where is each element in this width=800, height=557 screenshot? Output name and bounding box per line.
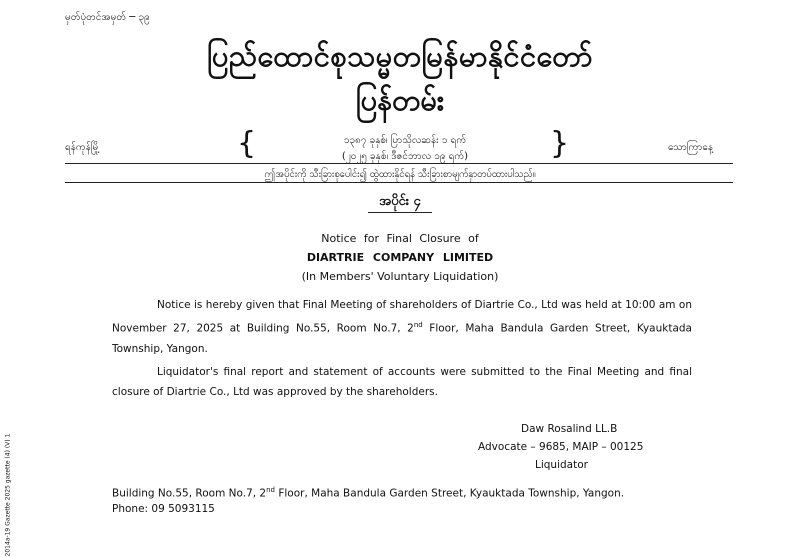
paragraph-1-ordinal: nd bbox=[413, 321, 423, 329]
contact-phone: Phone: 09 5093115 bbox=[112, 503, 215, 515]
gazette-subtitle: ပြန်တမ်း bbox=[355, 83, 445, 117]
company-name: DIARTRIE COMPANY LIMITED bbox=[306, 251, 494, 264]
date-myanmar: ၁၃၈၇ ခုနှစ်၊ ပြာသိုလဆန်း ၁ ရက် bbox=[343, 135, 467, 146]
address-text: Building No.55, Room No.7, 2 bbox=[112, 487, 267, 500]
notice-paragraph-1 bbox=[112, 295, 692, 359]
section-underline bbox=[368, 212, 432, 213]
left-brace: { bbox=[237, 126, 257, 161]
notice-subtitle: (In Members' Voluntary Liquidation) bbox=[301, 270, 499, 283]
notice-heading: Notice for Final Closure of bbox=[321, 232, 479, 245]
signatory-name: Daw Rosalind LL.B bbox=[521, 423, 618, 435]
gazette-title: ပြည်ထောင်စုသမ္မတမြန်မာနိုင်ငံတော် bbox=[207, 39, 593, 73]
address-text-end: Floor, Maha Bandula Garden Street, Kyauktada Township, Yangon. bbox=[275, 487, 625, 500]
publication-place: ရန်ကုန်မြို့ bbox=[65, 142, 100, 153]
separation-note: ဤအပိုင်းကို သီးခြားစုပေါင်း၍ ထွဲထားနိုင်ရန် သီးခြားစာမျက်နှာတပ်ထားပါသည်။ bbox=[264, 169, 536, 180]
date-gregorian: (၂၀၂၅ ခုနှစ်၊ ဒီဇင်ဘာလ ၁၉ ရက်) bbox=[341, 151, 469, 162]
divider-bottom bbox=[65, 182, 733, 183]
weekday: သောကြာနေ့ bbox=[668, 142, 713, 153]
signatory-registration: Advocate – 9685, MAIP – 00125 bbox=[478, 441, 644, 453]
side-reference: 2014a-19 Gazette 2025 gazette (4) (V) 1 bbox=[4, 433, 12, 557]
registration-number: မှတ်ပုံတင်အမှတ် ─ ၃၉ bbox=[65, 12, 150, 23]
contact-address bbox=[112, 486, 624, 500]
address-ordinal: nd bbox=[266, 486, 275, 494]
divider-top bbox=[65, 163, 733, 164]
paragraph-1-text-end: Floor, Maha Bandula Garden Street, Kyauktada Township, Yangon. bbox=[112, 322, 692, 355]
paragraph-1-text: Notice is hereby given that Final Meeting of shareholders of Diartrie Co., Ltd was held at 10:00 am on November 27, 2025 at Building No.55, Room No.7, 2 bbox=[112, 299, 692, 335]
section-title: အပိုင်း ၄ bbox=[379, 194, 421, 209]
signatory-role: Liquidator bbox=[535, 459, 588, 471]
right-brace: } bbox=[550, 126, 570, 161]
notice-paragraph-2 bbox=[112, 362, 692, 402]
paragraph-2-text: Liquidator's final report and statement of accounts were submitted to the Final Meeting and final closure of Diartrie Co., Ltd was approved by the shareholders. bbox=[112, 366, 692, 398]
